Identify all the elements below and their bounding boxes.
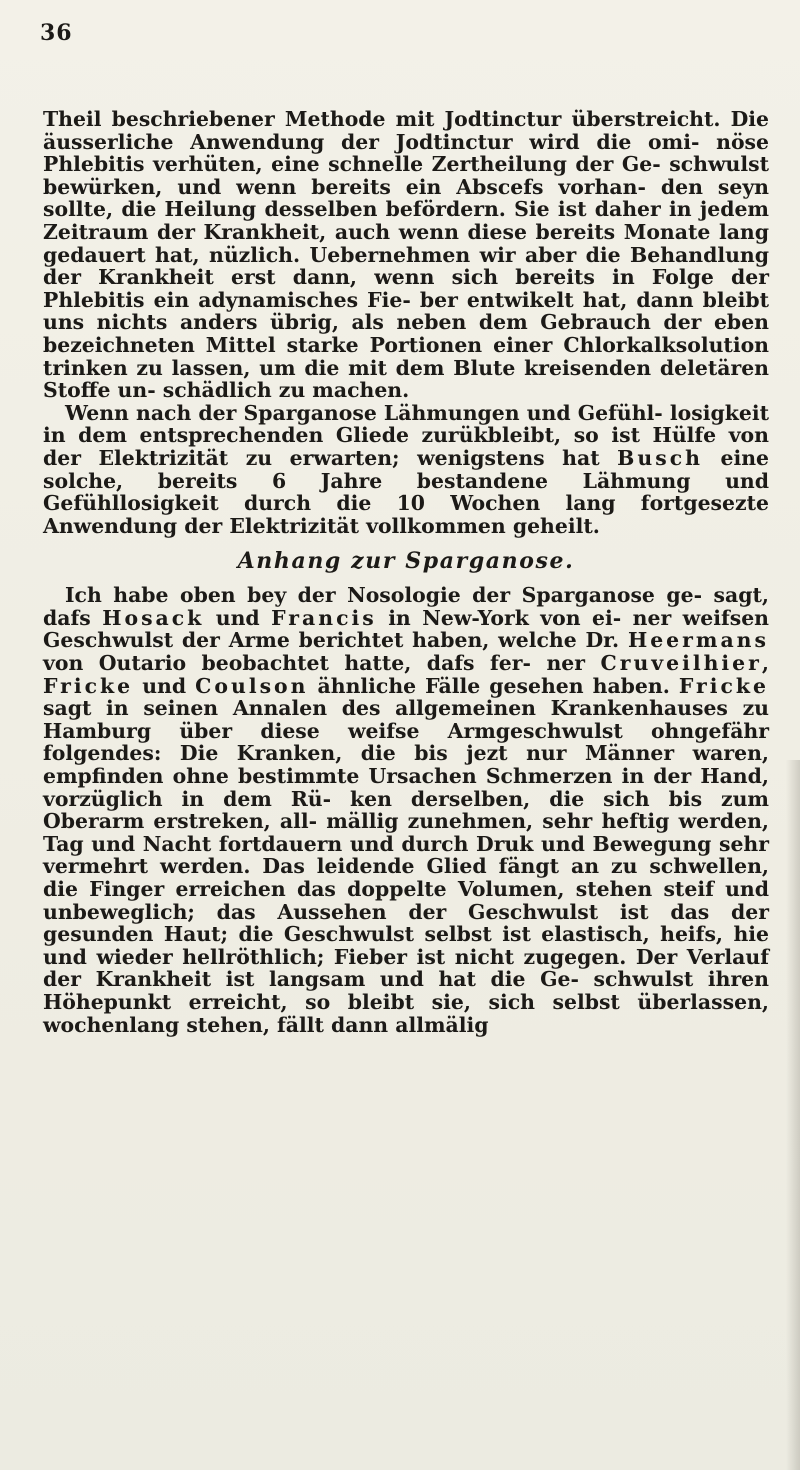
paragraph-appendix [43, 584, 769, 1036]
author-name: Francis [271, 605, 377, 630]
paragraph-text: Wenn nach der Sparganose Lähmungen und Gefühl- losigkeit in dem entsprechenden Gliede zurükbleibt, so ist Hülfe von der Elektrizität zu erwarten; wenigstens hat [43, 400, 769, 470]
paragraph-text: von Outario beobachtet hatte, dafs fer- ner [43, 651, 585, 676]
author-name: Fricke [678, 673, 769, 698]
paragraph-text: Ich habe oben bey der Nosologie der Sparganose ge- sagt, dafs [43, 583, 769, 630]
paragraph-continuation: Theil beschriebener Methode mit Jodtinctur überstreicht. Die äusserliche Anwendung der Jodtinctur wird die omi- nöse Phlebitis verhüten, eine schnelle Zertheilung der Ge- schwulst bewürken, und wenn bereits ein Abscefs vorhan- den seyn sollte, die Heilung desselben befördern. Sie ist daher in jedem Zeitraum der Krankheit, auch wenn diese bereits Monate lang gedauert hat, nüzlich. Uebernehmen wir aber die Behandlung der Krankheit erst dann, wenn sich bereits in Folge der Phlebitis ein adynamisches Fie- ber entwikelt hat, dann bleibt uns nichts anders übrig, als neben dem Gebrauch der eben bezeichneten Mittel starke Portionen einer Chlorkalksolution trinken zu lassen, um die mit dem Blute kreisenden deletären Stoffe un- schädlich zu machen. [43, 107, 769, 403]
paragraph-text: , [761, 651, 769, 676]
paragraph-text: ähnliche Fälle gesehen haben. [317, 673, 670, 698]
author-name: Coulson [195, 673, 309, 698]
paragraph-text: in New-York von ei- ner weifsen Geschwulst der Arme berichtet haben, welche Dr. [43, 605, 770, 653]
paragraph-text: sagt in seinen Annalen des allgemeinen Krankenhauses zu Hamburg über diese weifse Armgeschwulst ohngefähr folgendes: Die Kranken, die bis jezt nur Männer waren, empfinden ohne bestimmte Ursachen Schmerzen in der Hand, vorzüglich in dem Rü- ken derselben, die sich bis zum Oberarm erstreken, all- mällig zunehmen, sehr heftig werden, Tag und Nacht fortdauern und durch Druk und Bewegung sehr vermehrt werden. Das leidende Glied fängt an zu schwellen, die Finger erreichen das doppelte Volumen, stehen steif und unbeweglich; das Aussehen der Geschwulst ist das der gesunden Haut; die Geschwulst selbst ist elastisch, heifs, hie und wieder hellröthlich; Fieber ist nicht zugegen. Der Verlauf der Krankheit ist langsam und hat die Ge- schwulst ihren Höhepunkt erreicht, so bleibt sie, sich selbst überlassen, wochenlang stehen, fällt dann allmälig [43, 696, 769, 1037]
paragraph-electricity [43, 402, 769, 538]
author-name: Hosack [102, 605, 205, 630]
paragraph-text: eine solche, bereits 6 Jahre bestandene Lähmung und Gefühllosigkeit durch die 10 Wochen lang fortgesezte Anwendung der Elektrizität vollkommen geheilt. [43, 445, 769, 538]
paragraph-text: und [142, 673, 187, 698]
section-heading: Anhang zur Sparganose. [237, 548, 575, 575]
page-number: 36 [40, 20, 73, 46]
body-text [43, 108, 769, 1036]
author-name: Cruveilhier [600, 651, 762, 676]
author-name: Busch [617, 445, 703, 470]
paragraph-text: und [215, 605, 260, 630]
page-edge-shadow [786, 760, 800, 1470]
author-name: Heermans [627, 628, 769, 653]
author-name: Fricke [43, 673, 134, 698]
